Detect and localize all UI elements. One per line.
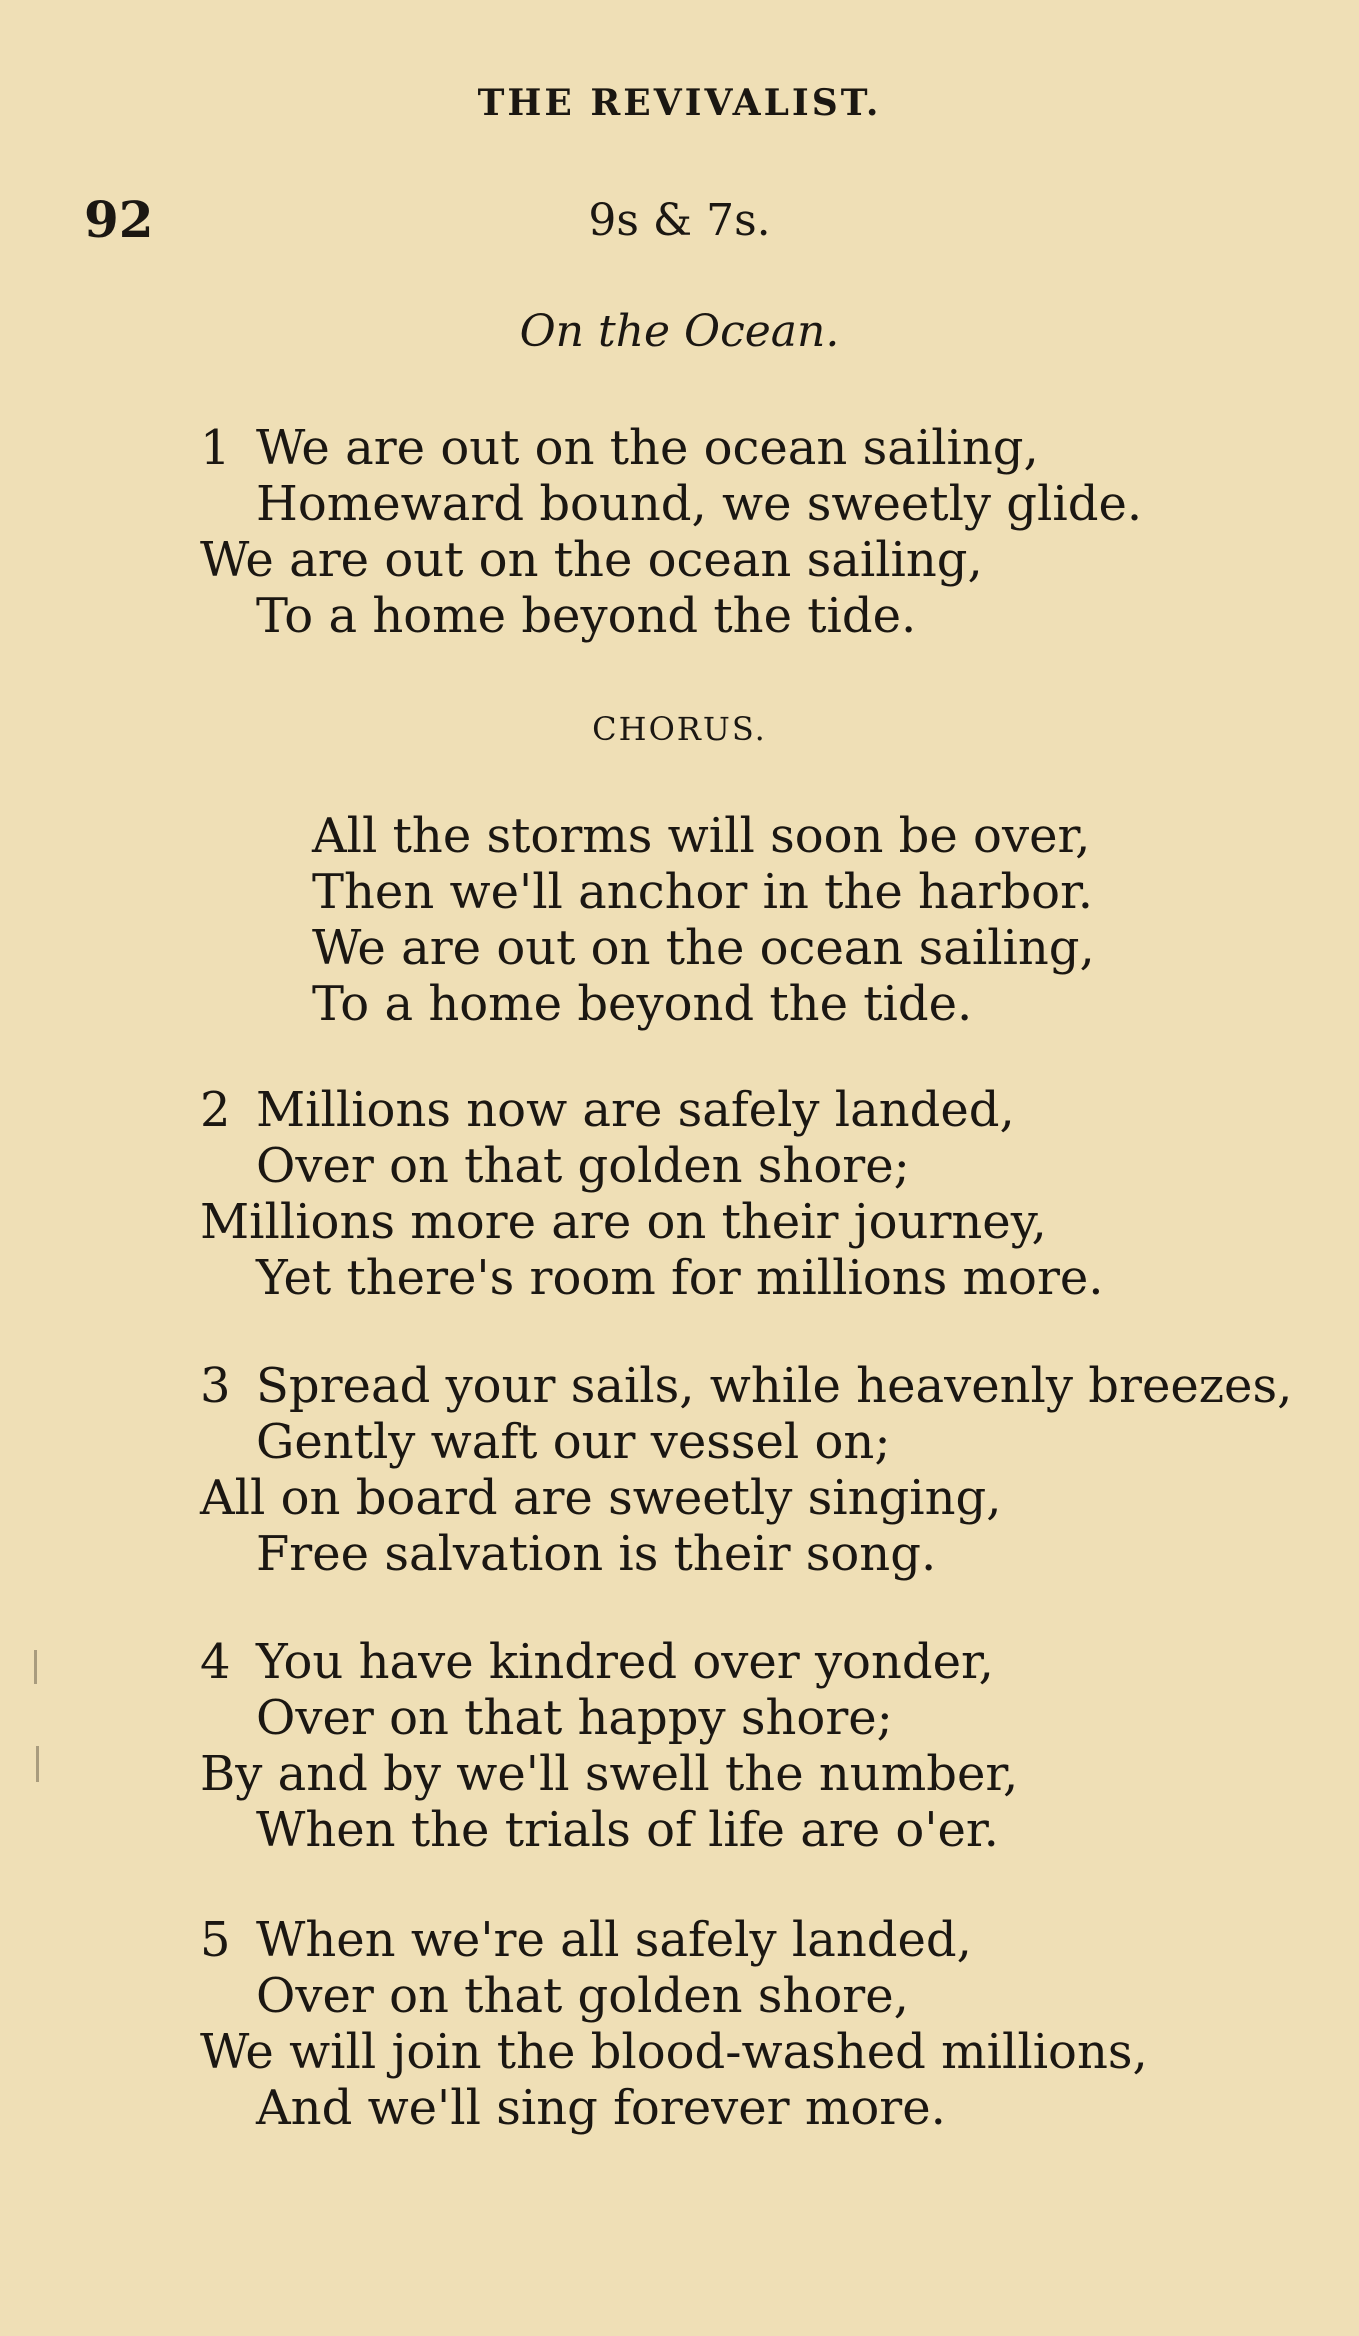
chorus-heading: CHORUS. [592, 710, 767, 748]
verse-number: 3 [200, 1358, 231, 1414]
verse-1-line-3: We are out on the ocean sailing, [200, 532, 983, 588]
verse-number: 2 [200, 1082, 231, 1138]
verse-4-line-1: 4 You have kindred over yonder, [200, 1634, 994, 1690]
verse-5-line-1: 5 When we're all safely landed, [200, 1912, 972, 1968]
verse-5-line-4: And we'll sing forever more. [256, 2080, 946, 2136]
chorus-line-2: Then we'll anchor in the harbor. [312, 864, 1094, 920]
verse-2-line-1: 2 Millions now are safely landed, [200, 1082, 1015, 1138]
verse-number: 4 [200, 1634, 231, 1690]
meter-label: 9s & 7s. [588, 195, 771, 246]
verse-2-line-4: Yet there's room for millions more. [256, 1250, 1104, 1306]
chorus-line-1: All the storms will soon be over, [312, 808, 1091, 864]
chorus-line-3: We are out on the ocean sailing, [312, 920, 1095, 976]
verse-3-line-4: Free salvation is their song. [256, 1526, 937, 1582]
verse-4-line-2: Over on that happy shore; [256, 1690, 893, 1746]
hymn-title: On the Ocean. [519, 306, 840, 357]
chorus-line-4: To a home beyond the tide. [312, 976, 973, 1032]
verse-2-line-2: Over on that golden shore; [256, 1138, 910, 1194]
verse-5-line-3: We will join the blood-washed millions, [200, 2024, 1148, 2080]
verse-1-line-4: To a home beyond the tide. [256, 588, 917, 644]
verse-3-line-1: 3 Spread your sails, while heavenly breezes, [200, 1358, 1293, 1414]
verse-3-line-3: All on board are sweetly singing, [200, 1470, 1002, 1526]
verse-number: 1 [200, 420, 231, 476]
verse-1-line-1: 1 We are out on the ocean sailing, [200, 420, 1039, 476]
margin-mark [34, 1650, 37, 1684]
verse-4-line-4: When the trials of life are o'er. [256, 1802, 999, 1858]
verse-4-line-3: By and by we'll swell the number, [200, 1746, 1019, 1802]
verse-1-line-2: Homeward bound, we sweetly glide. [256, 476, 1143, 532]
verse-number: 5 [200, 1912, 231, 1968]
verse-2-line-3: Millions more are on their journey, [200, 1194, 1047, 1250]
margin-mark [36, 1746, 39, 1782]
running-head: THE REVIVALIST. [477, 82, 882, 124]
verse-5-line-2: Over on that golden shore, [256, 1968, 909, 2024]
verse-3-line-2: Gently waft our vessel on; [256, 1414, 891, 1470]
page-number: 92 [84, 190, 154, 249]
